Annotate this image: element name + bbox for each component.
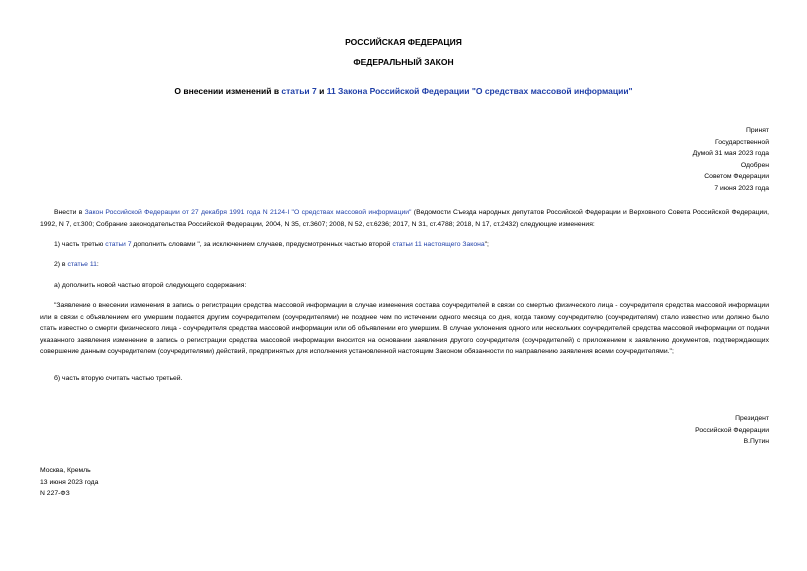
item-2-paragraph — [40, 259, 769, 271]
adoption-line: 7 июня 2023 года — [714, 184, 769, 192]
law-type-heading: ФЕДЕРАЛЬНЫЙ ЗАКОН — [353, 57, 454, 67]
footer-number: N 227-ФЗ — [40, 490, 70, 498]
title-link-article-11[interactable]: 11 Закона Российской Федерации "О средствах массовой информации" — [326, 86, 633, 96]
law-title — [40, 86, 767, 96]
intro-paragraph — [40, 207, 769, 230]
adoption-line: Думой 31 мая 2023 года — [692, 150, 769, 158]
intro-prefix: Внести в — [54, 209, 85, 216]
signature-block — [695, 413, 769, 448]
title-link-article-7[interactable]: статьи 7 — [281, 86, 317, 96]
item-2b-paragraph: б) часть вторую считать частью третьей. — [54, 375, 183, 382]
item1-suffix: "; — [484, 241, 489, 248]
item1-link-article-11[interactable]: статьи 11 настоящего Закона — [392, 241, 485, 248]
item2-prefix: 2) в — [54, 261, 68, 268]
signature-name: В.Путин — [743, 438, 769, 446]
signature-title: Президент — [735, 415, 769, 422]
adoption-line: Одобрен — [740, 161, 769, 169]
adoption-block — [693, 125, 769, 195]
title-and: и — [316, 86, 327, 96]
item1-middle: дополнить словами ", за исключением случаев, предусмотренных частью второй — [131, 241, 393, 248]
intro-rest: (Ведомости Съезда народных депутатов Российской Федерации и Верховного Совета Российской Федерации, 1992, N 7, ст.300; Собрание законодательства Российской Федерации, 2004, N 35, ст.3607; 2008, N 52, ст.6236; 2017, N 31, ст.4788; 2018, N 17, ст.2432) следующие изменения: — [40, 209, 769, 228]
country-heading: РОССИЙСКАЯ ФЕДЕРАЦИЯ — [345, 37, 462, 47]
footer-block — [40, 465, 98, 500]
title-prefix: О внесении изменений в — [174, 86, 282, 96]
quoted-amendment: "Заявление о внесении изменения в запись о регистрации средства массовой информации в случае изменения состава соучредителей в связи со смертью физического лица - соучредителя средства массовой информации или в связи с объявлением его умершим подается другим соучредителем (соучредителями) не позднее чем по истечении одного месяца со дня, когда такому соучредителю (соучредителям) стало известно или должно было стать известно о смерти физического лица - соучредителя средства массовой информации или об объявлении его умершим. В случае уклонения одного или нескольких соучредителей средства массовой информации от подачи указанного заявления изменение в запись о регистрации средства массовой информации вносится на основании заявления другого соучредителя (соучредителей) с приложением к заявлению документов, подтверждающих совершение данным соучредителем (соучредителями) действий, предпринятых для исполнения установленной настоящим Законом обязанности по направлению заявления всеми соучредителями."; — [40, 302, 769, 356]
signature-country: Российской Федерации — [695, 426, 769, 434]
item2-suffix: : — [96, 261, 99, 268]
item1-link-article-7[interactable]: статьи 7 — [105, 241, 132, 248]
intro-law-link[interactable]: Закон Российской Федерации от 27 декабря 1991 года N 2124-I "О средствах массовой информации" — [84, 209, 412, 216]
item1-prefix: 1) часть третью — [54, 241, 106, 248]
footer-date: 13 июня 2023 года — [40, 478, 99, 486]
adoption-line: Государственной — [714, 138, 769, 146]
footer-place: Москва, Кремль — [40, 467, 91, 474]
item-1-paragraph — [40, 239, 769, 251]
adoption-line: Советом Федерации — [704, 173, 769, 181]
item2-link-article-11[interactable]: статье 11 — [67, 261, 97, 268]
item-2a-paragraph: а) дополнить новой частью второй следующего содержания: — [54, 282, 247, 289]
adoption-line: Принят — [745, 127, 769, 134]
